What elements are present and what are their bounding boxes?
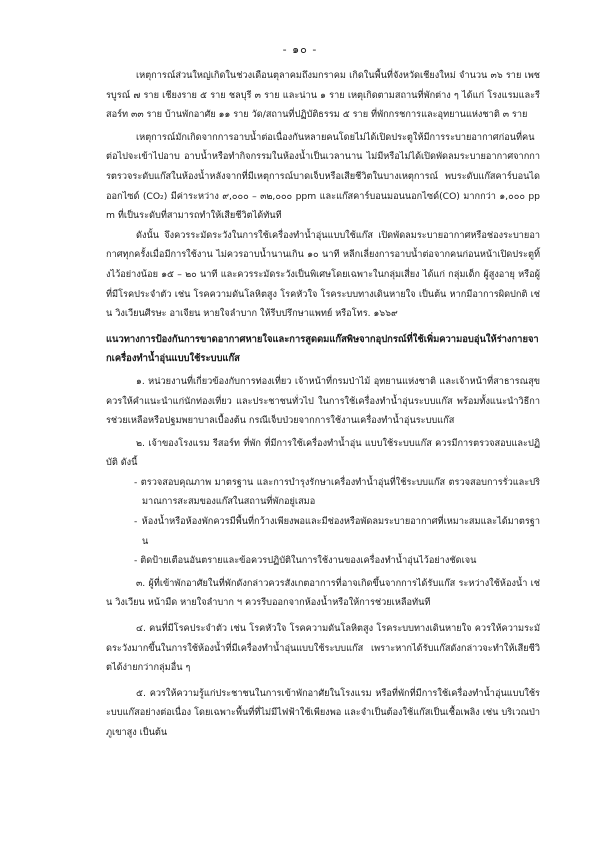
bullet-item-inspection: - ตรวจสอบคุณภาพ มาตรฐาน และการบำรุงรักษาเครื่องทำน้ำอุ่นที่ใช้ระบบแก๊ส ตรวจสอบการรั่วและปริมาณการสะสมของแก๊สในสถานที่พักอยู่เสมอ (134, 476, 540, 508)
paragraph-precautions: ดังนั้น จึงควรระมัดระวังในการใช้เครื่องทำน้ำอุ่นแบบใช้แก๊ส เปิดพัดลมระบายอากาศหรือช่องระบายอากาศทุกครั้งเมื่อมีการใช้งาน ไม่ควรอาบน้ำนานเกิน ๑๐ นาที หลีกเลี่ยงการอาบน้ำต่อจากคนก่อนหน้าเปิดประตูทิ้งไว้อย่างน้อย ๑๕ – ๒๐ นาที และควรระมัดระวังเป็นพิเศษโดยเฉพาะในกลุ่มเสี่ยง ได้แก่ กลุ่มเด็ก ผู้สูงอายุ หรือผู้ที่มีโรคประจำตัว เช่น โรคความดันโลหิตสูง โรคหัวใจ โรคระบบทางเดินหายใจ เป็นต้น หากมีอาการผิดปกติ เช่น วิงเวียนศีรษะ อาเจียน หายใจลำบาก ให้รีบปรึกษาแพทย์ หรือโทร. ๑๖๖๙ (106, 229, 540, 320)
list-item-2: ๒. เจ้าของโรงแรม รีสอร์ท ที่พัก ที่มีการใช้เครื่องทำน้ำอุ่น แบบใช้ระบบแก๊ส ควรมีการตรวจสอบและปฏิบัติ ดังนี้ (106, 437, 540, 469)
page-number: - ๑๐ - (282, 43, 318, 56)
bullet-item-ventilation: - ห้องน้ำหรือห้องพักควรมีพื้นที่กว้างเพียงพอและมีช่องหรือพัดลมระบายอากาศที่เหมาะสมและได้มาตรฐาน (134, 516, 540, 547)
list-item-3: ๓. ผู้ที่เข้าพักอาศัยในที่พักดังกล่าวควรสังเกตอาการที่อาจเกิดขึ้นจากการได้รับแก๊ส ระหว่างใช้ห้องน้ำ เช่น วิงเวียน หน้ามืด หายใจลำบาก ฯ ควรรีบออกจากห้องน้ำหรือให้การช่วยเหลือทันที (106, 577, 540, 609)
list-item-4: ๔. คนที่มีโรคประจำตัว เช่น โรคหัวใจ โรคความดันโลหิตสูง โรคระบบทางเดินหายใจ ควรให้ความระมัดระวังมากขึ้นในการใช้ห้องน้ำที่มีเครื่องทำน้ำอุ่นแบบใช้ระบบแก๊ส เพราะหากได้รับแก๊สดังกล่าวจะทำให้เสียชีวิตได้ง่ายกว่ากลุ่มอื่น ๆ (106, 623, 540, 674)
list-item-5: ๕. ควรให้ความรู้แก่ประชาชนในการเข้าพักอาศัยในโรงแรม หรือที่พักที่มีการใช้เครื่องทำน้ำอุ่นแบบใช้ระบบแก๊สอย่างต่อเนื่อง โดยเฉพาะพื้นที่ที่ไม่มีไฟฟ้าใช้เพียงพอ และจำเป็นต้องใช้แก๊สเป็นเชื้อเพลิง เช่น บริเวณป่าภูเขาสูง เป็นต้น (106, 687, 540, 738)
section-heading: แนวทางการป้องกันการขาดอากาศหายใจและการสูดดมแก๊สพิษจากอุปกรณ์ที่ใช้เพิ่มความอบอุ่นให้ร่างกายจากเครื่องทำน้ำอุ่นแบบใช้ระบบแก๊ส (106, 333, 539, 365)
bullet-item-warning-sign: - ติดป้ายเตือนอันตรายและข้อควรปฏิบัติในการใช้งานของเครื่องทำน้ำอุ่นไว้อย่างชัดเจน (134, 555, 477, 567)
paragraph-incident-causes: เหตุการณ์มักเกิดจากการอาบน้ำต่อเนื่องกันหลายคนโดยไม่ได้เปิดประตูให้มีการระบายอากาศก่อนที่คนต่อไปจะเข้าไปอาบ อาบน้ำหรือทำกิจกรรมในห้องน้ำเป็นเวลานาน ไม่มีหรือไม่ได้เปิดพัดลมระบายอากาศจากการตรวจระดับแก๊สในห้องน้ำหลังจากที่มีเหตุการณ์บาดเจ็บหรือเสียชีวิตในบางเหตุการณ์ พบระดับแก๊สคาร์บอนไดออกไซด์ (CO₂) มีค่าระหว่าง ๙,๐๐๐ – ๓๒,๐๐๐ ppm และแก๊สคาร์บอนมอนนอกไซด์(CO) มากกว่า ๑,๐๐๐ ppm ที่เป็นระดับที่สามารถทำให้เสียชีวิตได้ทันที (106, 131, 540, 222)
paragraph-incident-statistics: เหตุการณ์ส่วนใหญ่เกิดในช่วงเดือนตุลาคมถึงมกราคม เกิดในพื้นที่จังหวัดเชียงใหม่ จำนวน ๓๖ ราย เพชรบูรณ์ ๗ ราย เชียงราย ๕ ราย ชลบุรี ๓ ราย และน่าน ๑ ราย เหตุเกิดตามสถานที่พักต่าง ๆ ได้แก่ โรงแรมและรีสอร์ท ๓๓ ราย บ้านพักอาศัย ๑๑ ราย วัด/สถานที่ปฏิบัติธรรม ๕ ราย ที่พักกรชการและอุทยานแห่งชาติ ๓ ราย (106, 70, 540, 121)
document-body (106, 66, 540, 743)
list-item-1: ๑. หน่วยงานที่เกี่ยวข้องกับการท่องเที่ยว เจ้าหน้าที่กรมป่าไม้ อุทยานแห่งชาติ และเจ้าหน้าที่สาธารณสุข ควรให้คำแนะนำแก่นักท่องเที่ยว และประชาชนทั่วไป ในการใช้เครื่องทำน้ำอุ่นระบบแก๊ส พร้อมทั้งแนะนำวิธีการช่วยเหลือหรือปฐมพยาบาลเบื้องต้น กรณีเจ็บป่วยจากการใช้งานเครื่องทำน้ำอุ่นระบบแก๊ส (106, 375, 540, 427)
